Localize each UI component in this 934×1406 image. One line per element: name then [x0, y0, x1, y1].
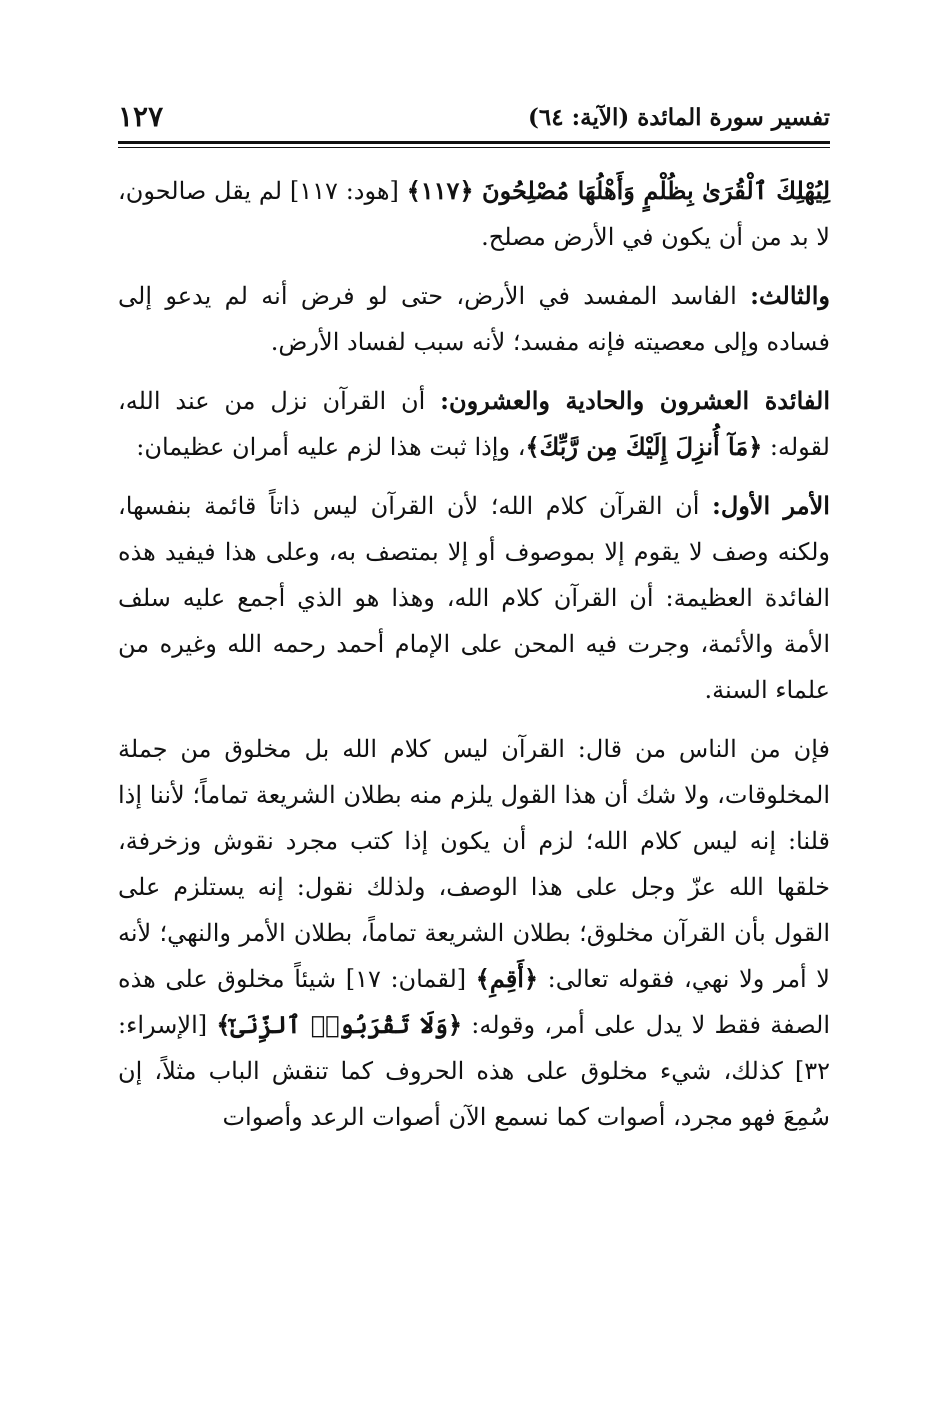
paragraph-text: أن القرآن كلام الله؛ لأن القرآن ليس ذاتاً قائمة بنفسها، ولكنه وصف لا يقوم إلا بموصوف أو إلا بمتصف به، وعلى هذا فيفيد هذه الفائدة العظيمة: أن القرآن كلام الله، وهذا هو الذي أجمع عليه سلف الأمة والأئمة، وجرت فيه المحن على الإمام أحمد رحمه الله وغيره من علماء السنة. — [118, 492, 831, 704]
paragraph — [118, 726, 830, 1140]
paragraph-text: الفاسد المفسد في الأرض، حتى لو فرض أنه لم يدعو إلى فساده وإلى معصيته فإنه مفسد؛ لأنه سبب لفساد الأرض. — [118, 282, 830, 356]
paragraph — [118, 378, 830, 470]
header-title: تفسير سورة المائدة (الآية: ٦٤) — [528, 104, 830, 131]
page-number: ١٢٧ — [118, 100, 164, 133]
quran-verse: ﴿وَلَا تَقْرَبُوا۟ ٱلزِّنَىٰٓ﴾ — [216, 1010, 463, 1039]
quran-verse: ﴿مَآ أُنزِلَ إِلَيْكَ مِن رَّبِّكَ﴾ — [525, 432, 763, 461]
paragraph-heading: والثالث: — [750, 281, 830, 310]
paragraph-text: [هود: ١١٧] لم يقل صالحون، لا بد من أن يكون في الأرض مصلح. — [118, 177, 830, 251]
paragraph-heading: الفائدة العشرون والحادية والعشرون: — [440, 386, 830, 415]
quran-verse: لِيُهْلِكَ ٱلْقُرَىٰ بِظُلْمٍ وَأَهْلُهَا مُصْلِحُونَ ﴿١١٧﴾ — [406, 176, 831, 205]
paragraph — [118, 273, 830, 365]
paragraph-text: [لقمان: ١٧] شيئاً مخلوق على هذه الصفة فقط لا يدل على أمر، وقوله: — [118, 965, 830, 1039]
paragraph-text: فإن من الناس من قال: القرآن ليس كلام الله بل مخلوق من جملة المخلوقات، ولا شك أن هذا القول يلزم منه بطلان الشريعة تماماً؛ لأننا إذا قلنا: إنه ليس كلام الله؛ لزم أن يكون إذا كتب مجرد نقوش وزخرفة، خلقها الله عزّ وجل على هذا الوصف، ولذلك نقول: إنه يستلزم على القول بأن القرآن مخلوق؛ بطلان الشريعة تماماً، بطلان الأمر والنهي؛ لأنه لا أمر ولا نهي، فقوله تعالى: — [118, 735, 830, 993]
paragraph — [118, 168, 830, 260]
quran-verse: ﴿أَقِمِ﴾ — [475, 964, 539, 993]
body-text — [118, 168, 830, 1153]
header-rule-thick — [118, 141, 830, 144]
page-header — [118, 98, 830, 138]
paragraph — [118, 483, 830, 713]
header-rule-thin — [118, 147, 830, 148]
paragraph-text: [الإسراء: ٣٢] كذلك، شيء مخلوق على هذه الحروف كما تنقش الباب مثلاً، إن سُمِعَ فهو مجرد، أصوات كما نسمع الآن أصوات الرعد وأصوات — [118, 1011, 830, 1131]
paragraph-text: ، وإذا ثبت هذا لزم عليه أمران عظيمان: — [136, 433, 526, 461]
paragraph-heading: الأمر الأول: — [711, 491, 830, 520]
paragraph-text: أن القرآن نزل من عند الله، لقوله: — [118, 387, 830, 461]
